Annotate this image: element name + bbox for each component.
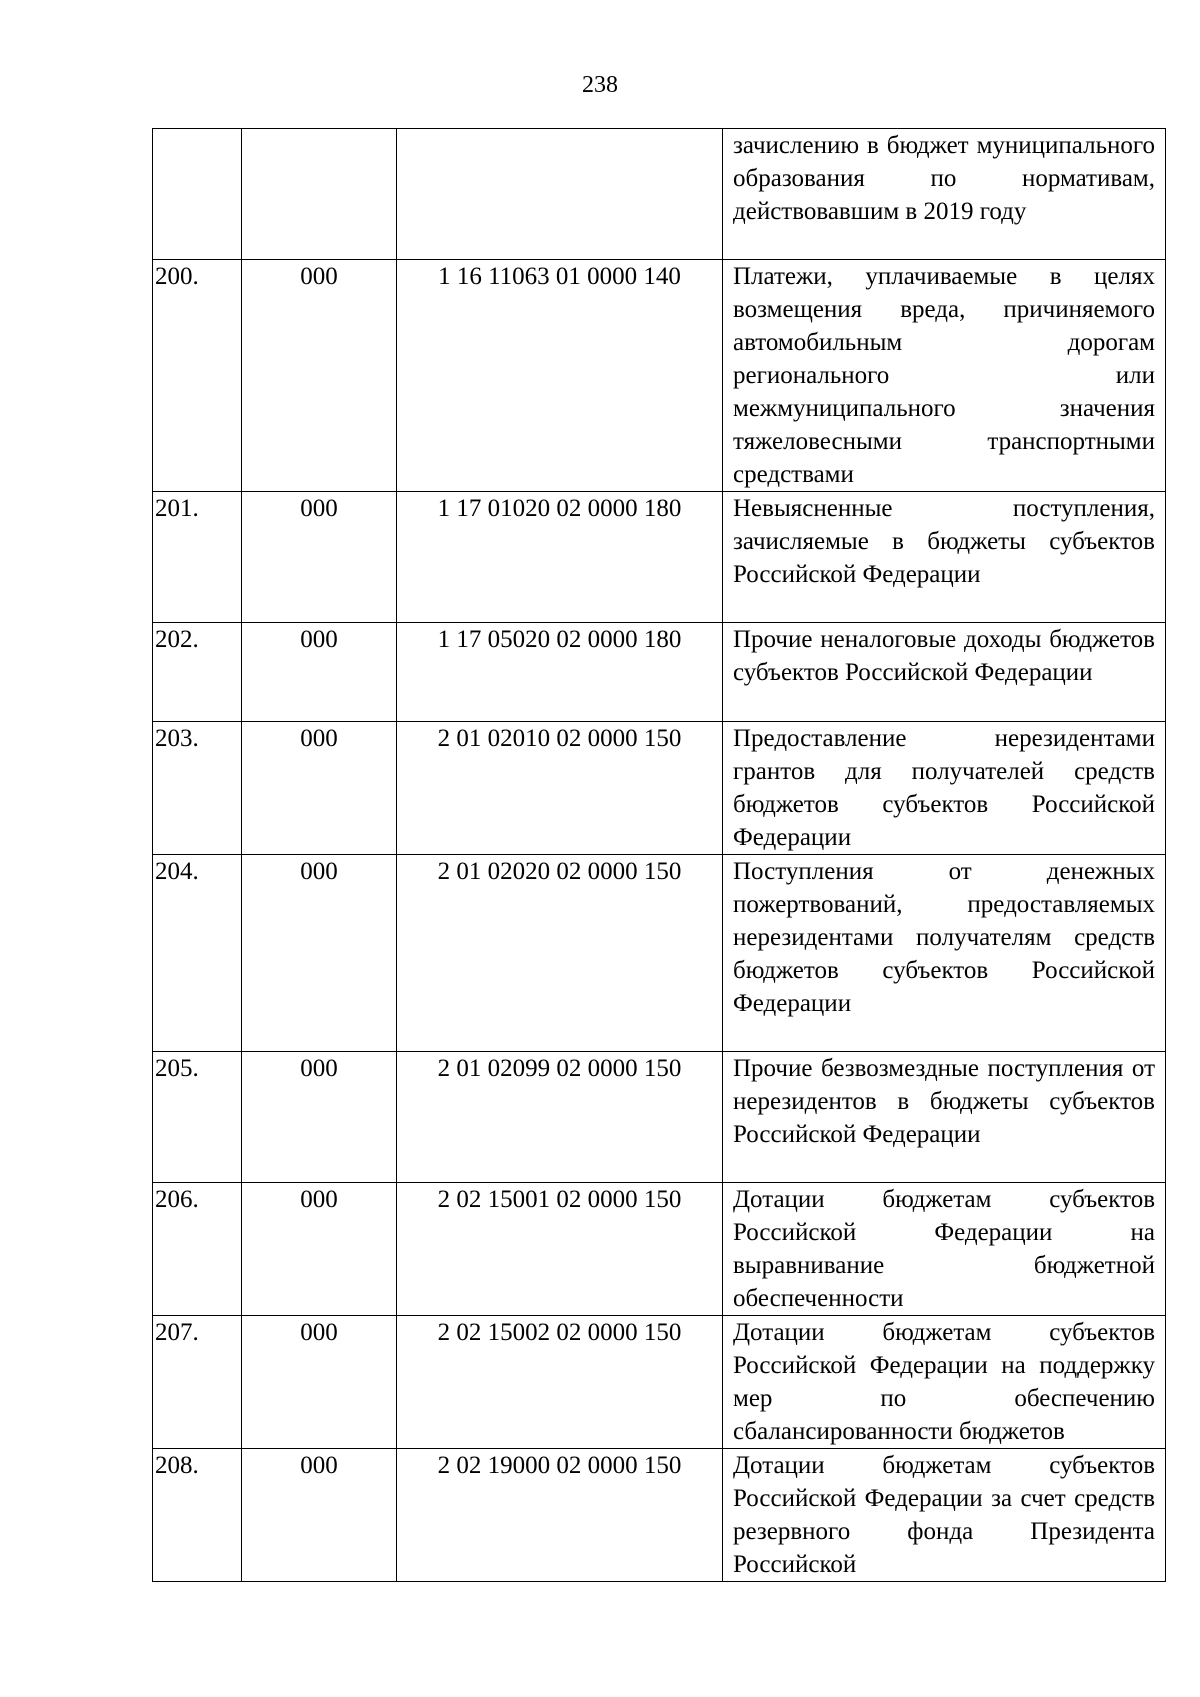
table-row — [153, 1052, 1166, 1183]
table-row — [153, 260, 1166, 492]
admin-code-cell: 000 — [242, 855, 397, 1052]
budget-revenue-table — [152, 128, 1166, 1582]
budget-code-cell: 2 01 02099 02 0000 150 — [397, 1052, 723, 1183]
revenue-name-cell: Предоставление нерезидентами грантов для получателей средств бюджетов субъектов Российской Федерации — [723, 722, 1166, 855]
admin-code-cell: 000 — [242, 1183, 397, 1316]
table-row — [153, 1316, 1166, 1449]
table-row — [153, 623, 1166, 722]
table-row — [153, 1183, 1166, 1316]
admin-code-cell: 000 — [242, 1449, 397, 1582]
row-number-cell: 203. — [153, 722, 242, 855]
budget-code-cell: 1 16 11063 01 0000 140 — [397, 260, 723, 492]
table-row — [153, 722, 1166, 855]
budget-code-cell — [397, 129, 723, 260]
revenue-name-cell: Поступления от денежных пожертвований, предоставляемых нерезидентами получателям средств бюджетов субъектов Российской Федерации — [723, 855, 1166, 1052]
revenue-name-cell: Прочие неналоговые доходы бюджетов субъектов Российской Федерации — [723, 623, 1166, 722]
row-number-cell — [153, 129, 242, 260]
budget-code-cell: 2 01 02020 02 0000 150 — [397, 855, 723, 1052]
revenue-name-cell: Платежи, уплачиваемые в целях возмещения вреда, причиняемого автомобильным дорогам регионального или межмуниципального значения тяжеловесными транспортными средствами — [723, 260, 1166, 492]
budget-code-cell: 2 01 02010 02 0000 150 — [397, 722, 723, 855]
table-row — [153, 1449, 1166, 1582]
revenue-name-cell: Дотации бюджетам субъектов Российской Федерации за счет средств резервного фонда Президента Российской — [723, 1449, 1166, 1582]
budget-code-cell: 1 17 01020 02 0000 180 — [397, 492, 723, 623]
row-number-cell: 208. — [153, 1449, 242, 1582]
budget-code-cell: 2 02 19000 02 0000 150 — [397, 1449, 723, 1582]
revenue-name-cell: зачислению в бюджет муниципального образования по нормативам, действовавшим в 2019 году — [723, 129, 1166, 260]
table-row — [153, 855, 1166, 1052]
row-number-cell: 202. — [153, 623, 242, 722]
admin-code-cell: 000 — [242, 1052, 397, 1183]
budget-code-cell: 2 02 15001 02 0000 150 — [397, 1183, 723, 1316]
admin-code-cell: 000 — [242, 623, 397, 722]
row-number-cell: 201. — [153, 492, 242, 623]
row-number-cell: 204. — [153, 855, 242, 1052]
revenue-name-cell: Дотации бюджетам субъектов Российской Федерации на выравнивание бюджетной обеспеченности — [723, 1183, 1166, 1316]
row-number-cell: 205. — [153, 1052, 242, 1183]
row-number-cell: 206. — [153, 1183, 242, 1316]
revenue-name-cell: Невыясненные поступления, зачисляемые в бюджеты субъектов Российской Федерации — [723, 492, 1166, 623]
admin-code-cell: 000 — [242, 1316, 397, 1449]
admin-code-cell: 000 — [242, 260, 397, 492]
budget-code-cell: 1 17 05020 02 0000 180 — [397, 623, 723, 722]
admin-code-cell — [242, 129, 397, 260]
table-row — [153, 129, 1166, 260]
revenue-name-cell: Прочие безвозмездные поступления от нерезидентов в бюджеты субъектов Российской Федерации — [723, 1052, 1166, 1183]
page-number: 238 — [582, 72, 618, 98]
admin-code-cell: 000 — [242, 722, 397, 855]
admin-code-cell: 000 — [242, 492, 397, 623]
budget-code-cell: 2 02 15002 02 0000 150 — [397, 1316, 723, 1449]
revenue-name-cell: Дотации бюджетам субъектов Российской Федерации на поддержку мер по обеспечению сбалансированности бюджетов — [723, 1316, 1166, 1449]
row-number-cell: 207. — [153, 1316, 242, 1449]
table-row — [153, 492, 1166, 623]
row-number-cell: 200. — [153, 260, 242, 492]
